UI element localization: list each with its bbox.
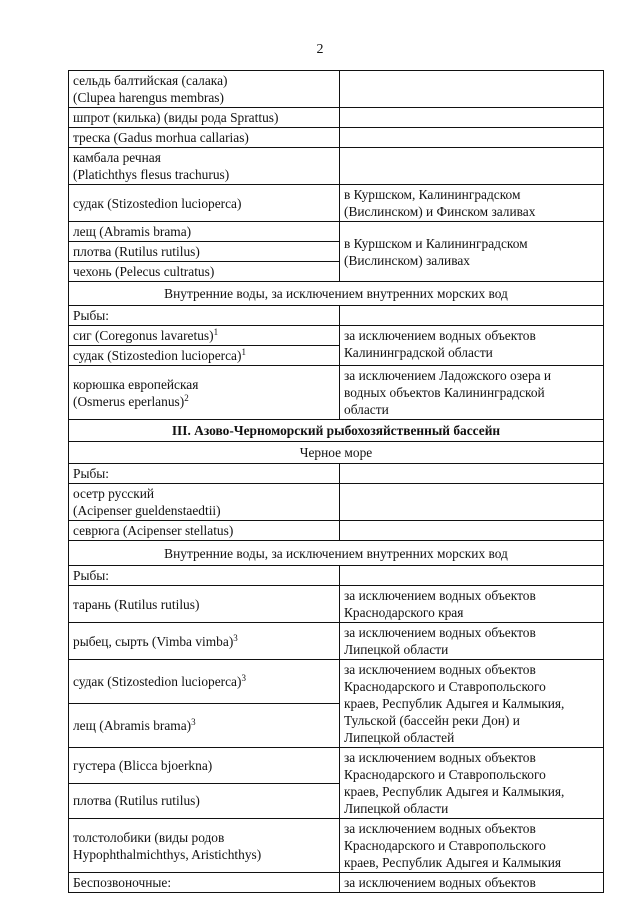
footnote-mark: 2 (184, 392, 189, 403)
table-row (69, 464, 604, 484)
species-name: сельдь балтийская (салака) (73, 73, 228, 88)
note-cell (340, 464, 604, 484)
note-cell (340, 623, 604, 660)
note-line: Краснодарского и Ставропольского (344, 679, 546, 694)
section-heading: Внутренние воды, за исключением внутренних морских вод (69, 541, 604, 566)
note-line: краев, Республик Адыгея и Калмыкия, (344, 696, 565, 711)
group-label: Беспозвоночные: (69, 873, 340, 893)
note-line: в Куршском, Калининградском (344, 187, 521, 202)
group-label: Рыбы: (69, 464, 340, 484)
note-line: Тульской (бассейн реки Дон) и (344, 713, 520, 728)
table-row (69, 748, 604, 784)
note-line: краев, Республик Адыгея и Калмыкия (344, 855, 562, 870)
group-label: Рыбы: (69, 306, 340, 326)
species-cell: тарань (Rutilus rutilus) (69, 586, 340, 623)
table-row (69, 586, 604, 623)
note-line: за исключением водных объектов (344, 821, 536, 836)
note-cell: за исключением водных объектов (340, 873, 604, 893)
group-label: Рыбы: (69, 566, 340, 586)
species-cell (69, 704, 340, 748)
footnote-mark: 1 (241, 347, 246, 357)
note-cell (340, 586, 604, 623)
table-row (69, 566, 604, 586)
note-line: за исключением водных объектов (344, 328, 536, 343)
species-cell: севрюга (Acipenser stellatus) (69, 521, 340, 541)
species-cell: треска (Gadus morhua callarias) (69, 128, 340, 148)
note-cell (340, 366, 604, 420)
table-row (69, 128, 604, 148)
species-name: камбала речная (73, 150, 161, 165)
species-name: судак (Stizostedion lucioperca) (73, 674, 242, 689)
table-row (69, 306, 604, 326)
species-cell: плотва (Rutilus rutilus) (69, 783, 340, 819)
species-cell (69, 660, 340, 704)
species-cell (69, 623, 340, 660)
note-cell (340, 748, 604, 819)
species-cell: плотва (Rutilus rutilus) (69, 242, 340, 262)
section-row (69, 282, 604, 306)
table-row (69, 484, 604, 521)
table-row (69, 108, 604, 128)
note-cell (340, 71, 604, 108)
basin-heading: III. Азово-Черноморский рыбохозяйственный бассейн (69, 420, 604, 442)
note-cell (340, 521, 604, 541)
species-cell (69, 71, 340, 108)
table-row (69, 326, 604, 346)
species-cell (69, 819, 340, 873)
section-row (69, 541, 604, 566)
note-line: Липецкой областей (344, 730, 455, 745)
note-cell (340, 148, 604, 185)
note-line: водных объектов Калининградской (344, 385, 545, 400)
species-name: сиг (Coregonus lavaretus) (73, 328, 214, 343)
table-row (69, 819, 604, 873)
section-heading: Черное море (69, 442, 604, 464)
note-line: Краснодарского и Ставропольского (344, 838, 546, 853)
species-cell (69, 346, 340, 366)
note-cell (340, 566, 604, 586)
note-cell (340, 185, 604, 222)
species-cell (69, 326, 340, 346)
species-latin-text: (Osmerus eperlanus) (73, 393, 185, 409)
note-cell (340, 128, 604, 148)
note-line: за исключением водных объектов (344, 625, 536, 640)
note-line: Краснодарского края (344, 605, 464, 620)
page-number: 2 (316, 42, 324, 57)
note-line: (Вислинском) и Финском заливах (344, 204, 536, 219)
section-row (69, 442, 604, 464)
note-cell (340, 306, 604, 326)
table-row (69, 148, 604, 185)
species-cell (69, 484, 340, 521)
species-latin (73, 393, 335, 410)
note-line: краев, Республик Адыгея и Калмыкия, (344, 784, 565, 799)
note-cell (340, 326, 604, 366)
note-line: (Вислинском) заливах (344, 252, 470, 268)
table-row (69, 71, 604, 108)
note-line: Краснодарского и Ставропольского (344, 767, 546, 782)
species-latin: Hypophthalmichthys, Aristichthys) (73, 846, 262, 862)
species-name: осетр русский (73, 486, 155, 501)
species-latin: (Clupea harengus membras) (73, 90, 224, 105)
table-row (69, 660, 604, 704)
note-line: в Куршском и Калининградском (344, 235, 528, 251)
note-cell (340, 222, 604, 282)
table-row (69, 185, 604, 222)
species-latin: (Platichthys flesus trachurus) (73, 167, 230, 182)
note-cell (340, 819, 604, 873)
section-heading: Внутренние воды, за исключением внутренних морских вод (69, 282, 604, 306)
note-line: за исключением водных объектов (344, 750, 536, 765)
table-row (69, 623, 604, 660)
species-name: рыбец, сырть (Vimba vimba) (73, 633, 234, 649)
species-cell: лещ (Abramis brama) (69, 222, 340, 242)
note-line: Липецкой области (344, 801, 449, 816)
table-row (69, 222, 604, 242)
note-line: Липецкой области (344, 642, 449, 657)
species-name: лещ (Abramis brama) (73, 718, 192, 733)
note-line: за исключением Ладожского озера и (344, 368, 552, 383)
species-table (68, 70, 604, 893)
species-cell (69, 366, 340, 420)
table-row (69, 366, 604, 420)
footnote-mark: 3 (191, 717, 196, 727)
note-line: за исключением водных объектов (344, 588, 536, 603)
species-cell: чехонь (Pelecus cultratus) (69, 262, 340, 282)
species-cell (69, 148, 340, 185)
species-name: судак (Stizostedion lucioperca) (73, 348, 242, 363)
note-line: Калининградской области (344, 345, 493, 360)
table-row (69, 521, 604, 541)
footnote-mark: 3 (233, 632, 238, 643)
note-cell (340, 108, 604, 128)
species-name: толстолобики (виды родов (73, 829, 225, 845)
species-cell: шпрот (килька) (виды рода Sprattus) (69, 108, 340, 128)
note-cell (340, 660, 604, 748)
note-line: области (344, 402, 389, 417)
species-latin: (Acipenser gueldenstaedtii) (73, 503, 221, 518)
note-cell (340, 484, 604, 521)
footnote-mark: 3 (241, 673, 246, 683)
table-row (69, 873, 604, 893)
species-name: корюшка европейская (73, 376, 199, 392)
species-cell: густера (Blicca bjoerkna) (69, 748, 340, 784)
footnote-mark: 1 (213, 327, 219, 337)
note-line: за исключением водных объектов (344, 662, 536, 677)
section-row (69, 420, 604, 442)
species-cell: судак (Stizostedion lucioperca) (69, 185, 340, 222)
